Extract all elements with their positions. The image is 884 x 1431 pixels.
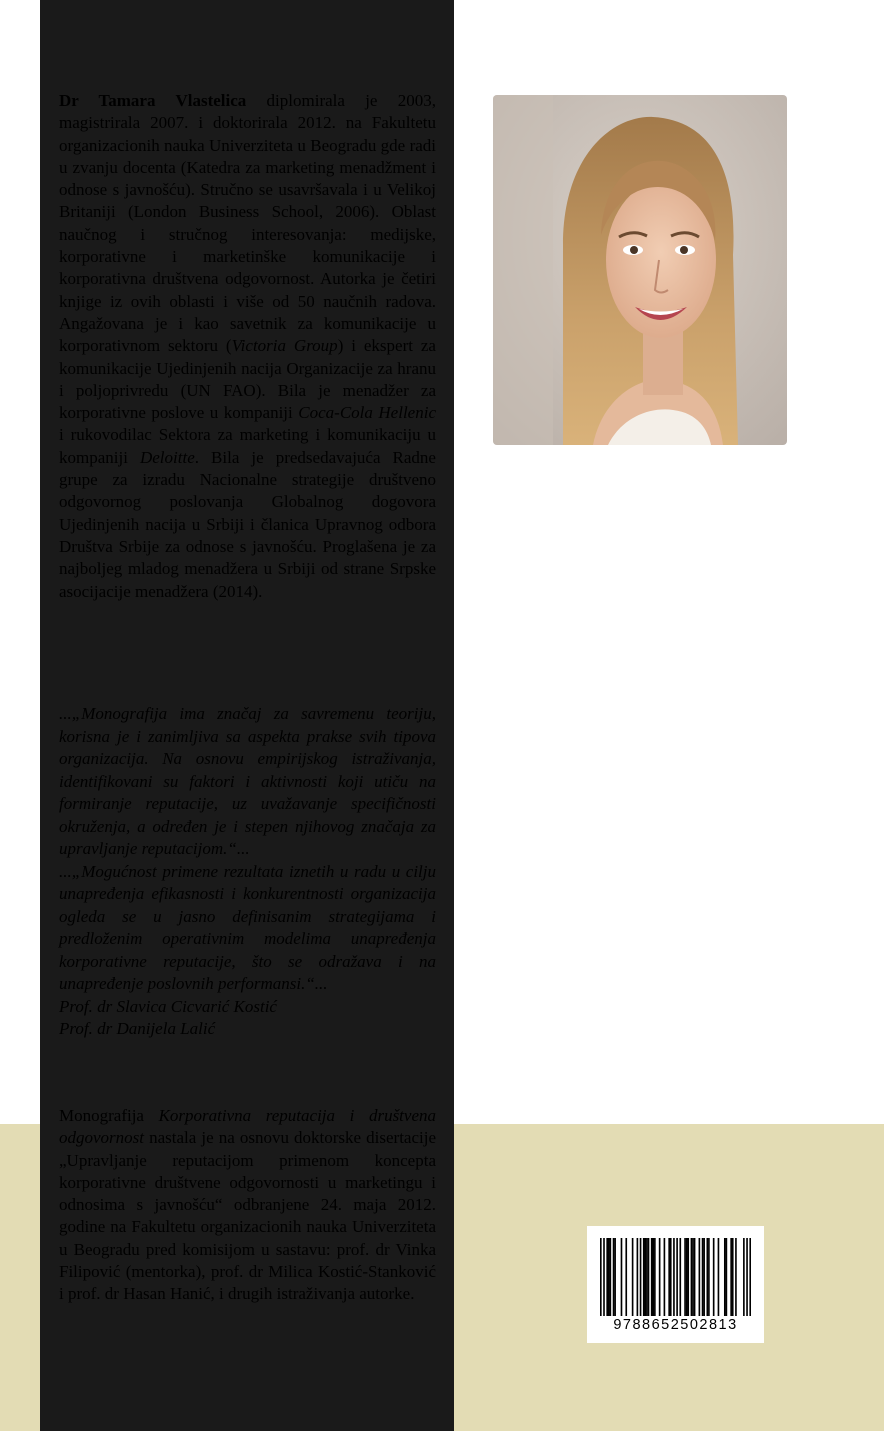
- review-quote-1: ...„Monografija ima značaj za savremenu teoriju, korisna je i zanimljiva sa aspekta prakse svih tipova organizacija. Na osnovu empirijskog istraživanja, identifikovani su faktori i aktivnosti koji utiču na formiranje reputacije, uz uvažavanje specifičnosti okruženja, a određen je i stepen njihovog značaja za upravljanje reputacijom.“...: [59, 704, 436, 858]
- barcode-bar: [679, 1238, 681, 1316]
- author-bio: [59, 90, 436, 603]
- barcode-bar: [664, 1238, 666, 1316]
- barcode-bar: [686, 1238, 688, 1316]
- barcode-bar: [613, 1238, 615, 1316]
- barcode-bars: [600, 1238, 751, 1318]
- reviewer-2: Prof. dr Danijela Lalić: [59, 1019, 216, 1038]
- barcode-bar: [718, 1238, 720, 1316]
- barcode-bar: [687, 1238, 689, 1316]
- barcode-bar: [603, 1238, 605, 1316]
- barcode-bar: [621, 1238, 623, 1316]
- barcode-bar: [673, 1238, 675, 1316]
- review-quotes: [59, 703, 436, 1041]
- barcode-bar: [643, 1238, 645, 1316]
- author-photo: [493, 95, 787, 445]
- barcode-bar: [668, 1238, 670, 1316]
- author-portrait-image: [493, 95, 787, 445]
- bio-company-cocacola: Coca-Cola Hellenic: [298, 403, 436, 423]
- barcode-bar: [637, 1238, 639, 1316]
- barcode-bar: [608, 1238, 610, 1316]
- barcode-bar: [694, 1238, 696, 1316]
- barcode-bar: [702, 1238, 704, 1316]
- bio-text-3: i rukovodilac Sektora za marketing i komunikaciju u kompaniji: [59, 425, 436, 467]
- barcode-bar: [648, 1238, 650, 1316]
- barcode-bar: [692, 1238, 694, 1316]
- mono-text-1: Monografija: [59, 1106, 159, 1125]
- barcode-bar: [684, 1238, 686, 1316]
- barcode-bar: [606, 1238, 608, 1316]
- barcode-bar: [746, 1238, 748, 1316]
- barcode-bar: [640, 1238, 642, 1316]
- bio-company-victoria: Victoria Group: [231, 336, 338, 356]
- mono-text-2: nastala je na osnovu doktorske disertacije „Upravljanje reputacijom primenom koncepta korporativne društvene odgovornosti u marketingu i odnosima s javnošću“ odbranjene 24. maja 2012. godine na Fakultetu organizacionih nauka Univerziteta u Beogradu pred komisijom u sastavu: prof. dr Vinka Filipović (mentorka), prof. dr Milica Kostić-Stanković i prof. dr Hasan Hanić, i drugih istraživanja autorke.: [59, 1128, 436, 1304]
- barcode-bar: [651, 1238, 653, 1316]
- barcode-bar: [735, 1238, 737, 1316]
- barcode-bar: [726, 1238, 728, 1316]
- barcode-bar: [676, 1238, 678, 1316]
- barcode-bar: [659, 1238, 661, 1316]
- barcode-bar: [625, 1238, 627, 1316]
- monograph-description: [59, 1105, 436, 1306]
- barcode-bar: [699, 1238, 701, 1316]
- book-title: Korporativna reputacija i društvena odgovornost: [59, 1106, 436, 1148]
- barcode-bar: [724, 1238, 726, 1316]
- barcode-bar: [654, 1238, 656, 1316]
- barcode-bar: [749, 1238, 751, 1316]
- barcode-bar: [708, 1238, 710, 1316]
- bio-text-4: . Bila je predsedavajuća Radne grupe za izradu Nacionalne strategije društveno odgovornog poslovanja Globalnog dogovora Ujedinjenih nacija u Srbiji i članica Upravnog odbora Društva Srbije za odnose s javnošću. Proglašena je za najboljeg mladog menadžera u Srbiji od strane Srpske asocijacije menadžera (2014).: [59, 447, 436, 601]
- barcode-bar: [600, 1238, 602, 1316]
- barcode-bar: [645, 1238, 647, 1316]
- barcode-bar: [730, 1238, 732, 1316]
- barcode-bar: [670, 1238, 672, 1316]
- bio-company-deloitte: Deloitte: [139, 447, 195, 467]
- barcode-bar: [632, 1238, 634, 1316]
- isbn-number: 9788652502813: [613, 1317, 738, 1333]
- barcode-bar: [743, 1238, 745, 1316]
- review-quote-2: ...„Mogućnost primene rezultata iznetih u radu u cilju unapređenja efikasnosti i konkurentnosti organizacija ogleda se u jasno definisanim strategijama i predloženim operativnim modelima unapređenja korporativne reputacije, što se odražava i na unapređenje poslovnih performansi.“...: [59, 861, 436, 993]
- reviewer-1: Prof. dr Slavica Cicvarić Kostić: [59, 996, 277, 1016]
- barcode-bar: [732, 1238, 734, 1316]
- barcode-bar: [610, 1238, 612, 1316]
- barcode-bar: [713, 1238, 715, 1316]
- author-name: Dr Tamara Vlastelica: [59, 91, 247, 110]
- isbn-barcode: [587, 1226, 764, 1343]
- bio-text-2: ) i ekspert za komunikacije Ujedinjenih nacija Organizacije za hranu i poljoprivredu (UN FAO). Bila je menadžer za korporativne poslove u kompaniji: [59, 336, 436, 423]
- barcode-bar: [652, 1238, 654, 1316]
- barcode-bar: [691, 1238, 693, 1316]
- barcode-bar: [703, 1238, 705, 1316]
- barcode-bar: [614, 1238, 616, 1316]
- barcode-bar: [706, 1238, 708, 1316]
- bio-text-1: diplomirala je 2003, magistrirala 2007. i doktorirala 2012. na Fakultetu organizacionih nauka Univerziteta u Beogradu gde radi u zvanju docenta (Katedra za marketing menadžment i odnose s javnošću). Stručno se usavršavala i u Velikoj Britaniji (London Business School, 2006). Oblast naučnog i stručnog interesovanja: medijske, korporativne i marketinške komunikacije i korporativna društvena odgovornost. Autorka je četiri knjige iz ovih oblasti i više od 50 naučnih radova. Angažovana je i kao savetnik za komunikacije u korporativnom sektoru (: [59, 91, 436, 356]
- barcode-bar: [646, 1238, 648, 1316]
